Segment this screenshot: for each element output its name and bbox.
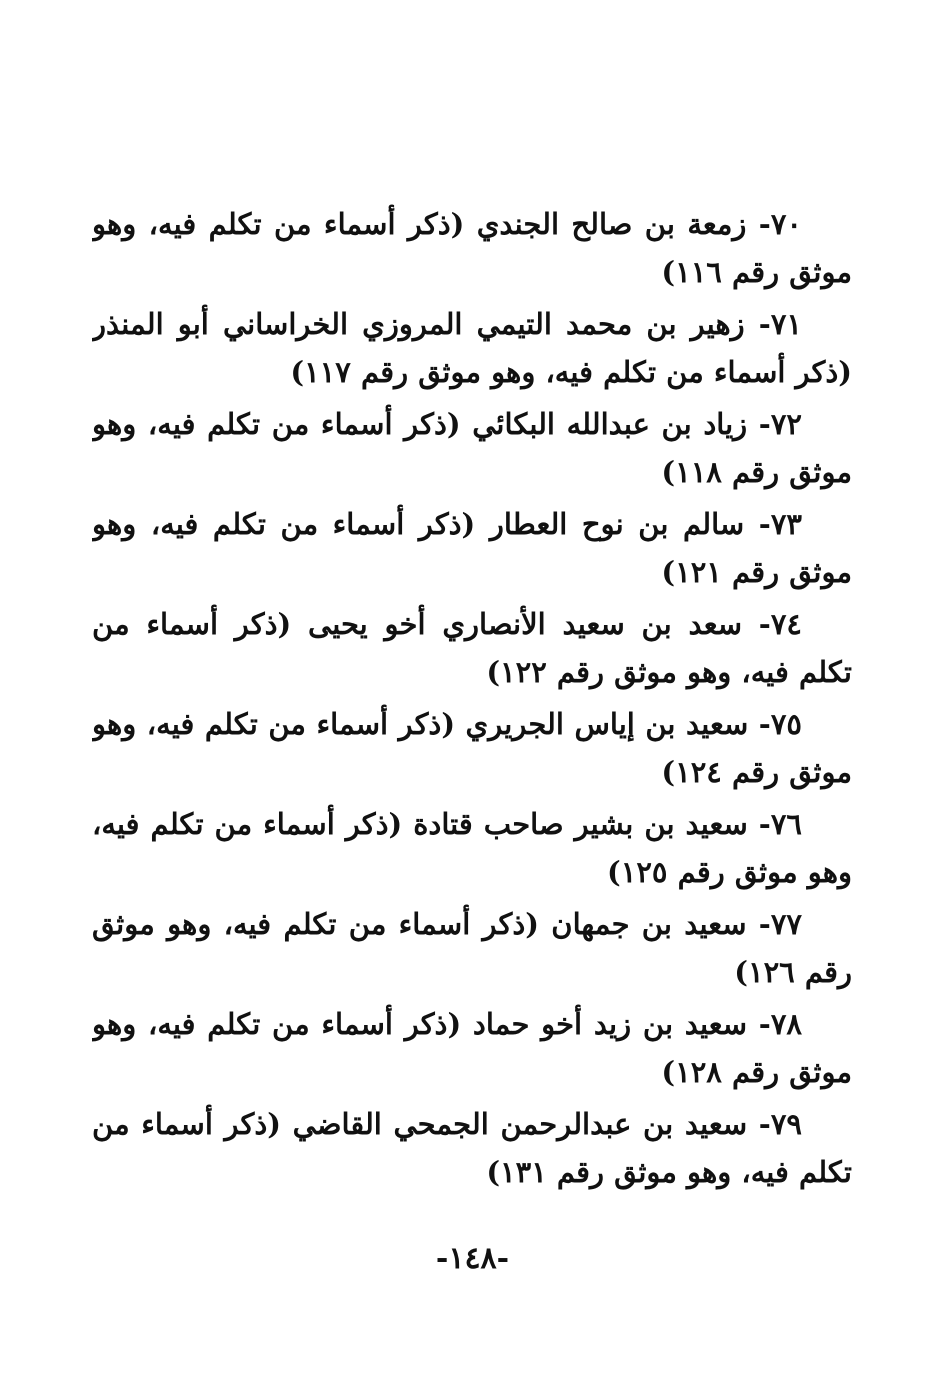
entry-76: ٧٦- سعيد بن بشير صاحب قتادة (ذكر أسماء من تكلم فيه، وهو موثق رقم ١٢٥) [92, 807, 852, 889]
entry-70: ٧٠- زمعة بن صالح الجندي (ذكر أسماء من تكلم فيه، وهو موثق رقم ١١٦) [92, 207, 852, 289]
entry-74: ٧٤- سعد بن سعيد الأنصاري أخو يحيى (ذكر أسماء من تكلم فيه، وهو موثق رقم ١٢٢) [92, 607, 852, 689]
entry-list [92, 200, 852, 1200]
entry-77: ٧٧- سعيد بن جمهان (ذكر أسماء من تكلم فيه، وهو موثق رقم ١٢٦) [92, 907, 852, 989]
page-number: -١٤٨- [435, 1241, 510, 1276]
entry-78: ٧٨- سعيد بن زيد أخو حماد (ذكر أسماء من تكلم فيه، وهو موثق رقم ١٢٨) [92, 1007, 852, 1089]
entry-79: ٧٩- سعيد بن عبدالرحمن الجمحي القاضي (ذكر أسماء من تكلم فيه، وهو موثق رقم ١٣١) [92, 1107, 852, 1189]
entry-71: ٧١- زهير بن محمد التيمي المروزي الخراساني أبو المنذر (ذكر أسماء من تكلم فيه، وهو موثق رقم ١١٧) [92, 307, 852, 389]
entry-72: ٧٢- زياد بن عبدالله البكائي (ذكر أسماء من تكلم فيه، وهو موثق رقم ١١٨) [92, 407, 852, 489]
entry-75: ٧٥- سعيد بن إياس الجريري (ذكر أسماء من تكلم فيه، وهو موثق رقم ١٢٤) [92, 707, 852, 789]
entry-73: ٧٣- سالم بن نوح العطار (ذكر أسماء من تكلم فيه، وهو موثق رقم ١٢١) [92, 507, 852, 589]
